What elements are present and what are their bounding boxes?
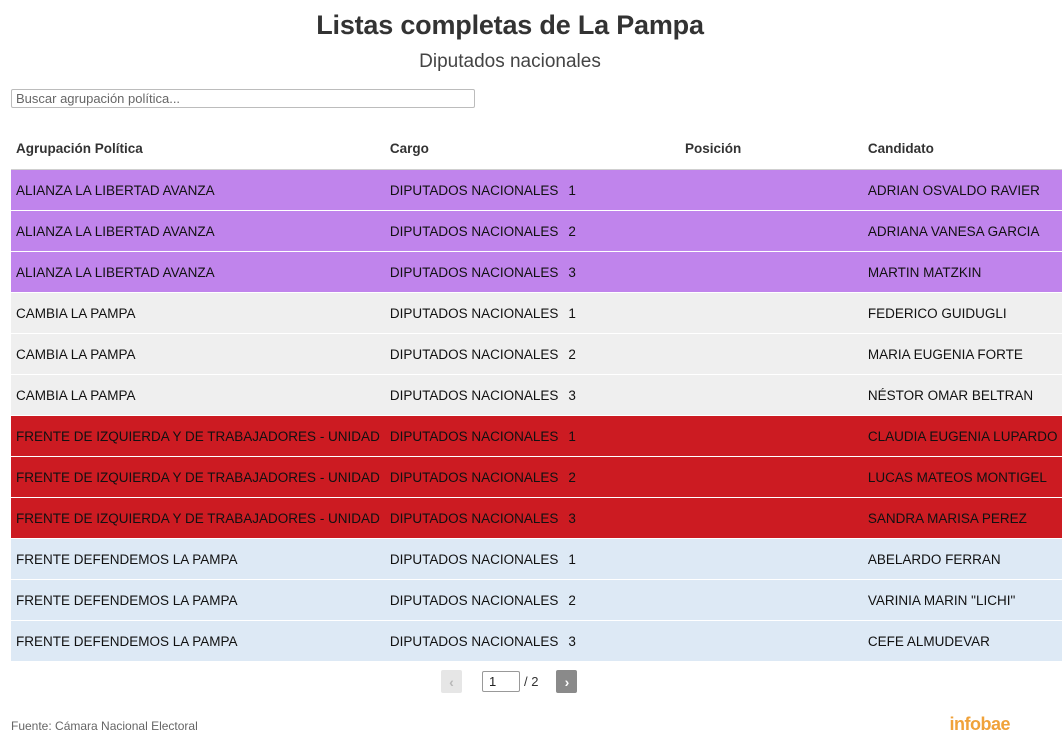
cell-candidato: VARINIA MARIN "LICHI" — [863, 580, 1062, 621]
cell-candidato: MARIA EUGENIA FORTE — [863, 334, 1062, 375]
column-header-cargo[interactable]: Cargo — [385, 127, 564, 170]
cell-cargo: DIPUTADOS NACIONALES — [385, 375, 564, 416]
candidates-table — [11, 127, 1062, 662]
column-header-posicion[interactable]: Posición — [563, 127, 863, 170]
cell-cargo: DIPUTADOS NACIONALES — [385, 457, 564, 498]
cell-agrupacion: CAMBIA LA PAMPA — [11, 334, 385, 375]
cell-candidato: ABELARDO FERRAN — [863, 539, 1062, 580]
pagination — [441, 670, 577, 693]
cell-posicion: 1 — [563, 170, 863, 211]
table-row — [11, 416, 1062, 457]
cell-candidato: LUCAS MATEOS MONTIGEL — [863, 457, 1062, 498]
cell-agrupacion: ALIANZA LA LIBERTAD AVANZA — [11, 170, 385, 211]
next-page-button[interactable]: › — [556, 670, 577, 693]
cell-agrupacion: FRENTE DEFENDEMOS LA PAMPA — [11, 621, 385, 662]
infobae-logo: infobae — [949, 714, 1010, 734]
cell-posicion: 3 — [563, 621, 863, 662]
cell-candidato: FEDERICO GUIDUGLI — [863, 293, 1062, 334]
table-row — [11, 498, 1062, 539]
cell-posicion: 2 — [563, 211, 863, 252]
cell-agrupacion: FRENTE DEFENDEMOS LA PAMPA — [11, 539, 385, 580]
cell-cargo: DIPUTADOS NACIONALES — [385, 211, 564, 252]
page-number-input[interactable] — [482, 671, 520, 692]
cell-cargo: DIPUTADOS NACIONALES — [385, 539, 564, 580]
table-row — [11, 621, 1062, 662]
cell-agrupacion: ALIANZA LA LIBERTAD AVANZA — [11, 211, 385, 252]
cell-candidato: ADRIAN OSVALDO RAVIER — [863, 170, 1062, 211]
cell-agrupacion: FRENTE DE IZQUIERDA Y DE TRABAJADORES - UNIDAD — [11, 457, 385, 498]
table-row — [11, 580, 1062, 621]
previous-page-button[interactable]: ‹ — [441, 670, 462, 693]
table-row — [11, 211, 1062, 252]
cell-posicion: 1 — [563, 539, 863, 580]
table-row — [11, 293, 1062, 334]
cell-cargo: DIPUTADOS NACIONALES — [385, 293, 564, 334]
cell-posicion: 3 — [563, 498, 863, 539]
cell-candidato: SANDRA MARISA PEREZ — [863, 498, 1062, 539]
page-subtitle: Diputados nacionales — [419, 51, 601, 72]
cell-cargo: DIPUTADOS NACIONALES — [385, 621, 564, 662]
cell-posicion: 1 — [563, 293, 863, 334]
cell-candidato: CLAUDIA EUGENIA LUPARDO — [863, 416, 1062, 457]
cell-agrupacion: FRENTE DE IZQUIERDA Y DE TRABAJADORES - UNIDAD — [11, 498, 385, 539]
cell-agrupacion: ALIANZA LA LIBERTAD AVANZA — [11, 252, 385, 293]
source-note: Fuente: Cámara Nacional Electoral — [11, 719, 198, 733]
cell-posicion: 2 — [563, 580, 863, 621]
table-row — [11, 375, 1062, 416]
cell-posicion: 2 — [563, 457, 863, 498]
table-header-row — [11, 127, 1062, 170]
table-row — [11, 539, 1062, 580]
cell-posicion: 3 — [563, 252, 863, 293]
table-row — [11, 252, 1062, 293]
page-total: / 2 — [524, 674, 539, 689]
cell-cargo: DIPUTADOS NACIONALES — [385, 334, 564, 375]
column-header-candidato[interactable]: Candidato — [863, 127, 1062, 170]
cell-cargo: DIPUTADOS NACIONALES — [385, 498, 564, 539]
cell-cargo: DIPUTADOS NACIONALES — [385, 416, 564, 457]
cell-candidato: MARTIN MATZKIN — [863, 252, 1062, 293]
cell-posicion: 2 — [563, 334, 863, 375]
cell-agrupacion: FRENTE DE IZQUIERDA Y DE TRABAJADORES - UNIDAD — [11, 416, 385, 457]
cell-agrupacion: CAMBIA LA PAMPA — [11, 375, 385, 416]
cell-candidato: CEFE ALMUDEVAR — [863, 621, 1062, 662]
table-row — [11, 170, 1062, 211]
search-input[interactable] — [11, 89, 475, 108]
cell-posicion: 3 — [563, 375, 863, 416]
cell-cargo: DIPUTADOS NACIONALES — [385, 252, 564, 293]
cell-cargo: DIPUTADOS NACIONALES — [385, 580, 564, 621]
table-row — [11, 334, 1062, 375]
cell-cargo: DIPUTADOS NACIONALES — [385, 170, 564, 211]
page-title: Listas completas de La Pampa — [316, 10, 704, 40]
column-header-agrupacion[interactable]: Agrupación Política — [11, 127, 385, 170]
cell-agrupacion: CAMBIA LA PAMPA — [11, 293, 385, 334]
cell-candidato: NÉSTOR OMAR BELTRAN — [863, 375, 1062, 416]
cell-posicion: 1 — [563, 416, 863, 457]
table-body — [11, 170, 1062, 662]
table-row — [11, 457, 1062, 498]
cell-candidato: ADRIANA VANESA GARCIA — [863, 211, 1062, 252]
cell-agrupacion: FRENTE DEFENDEMOS LA PAMPA — [11, 580, 385, 621]
